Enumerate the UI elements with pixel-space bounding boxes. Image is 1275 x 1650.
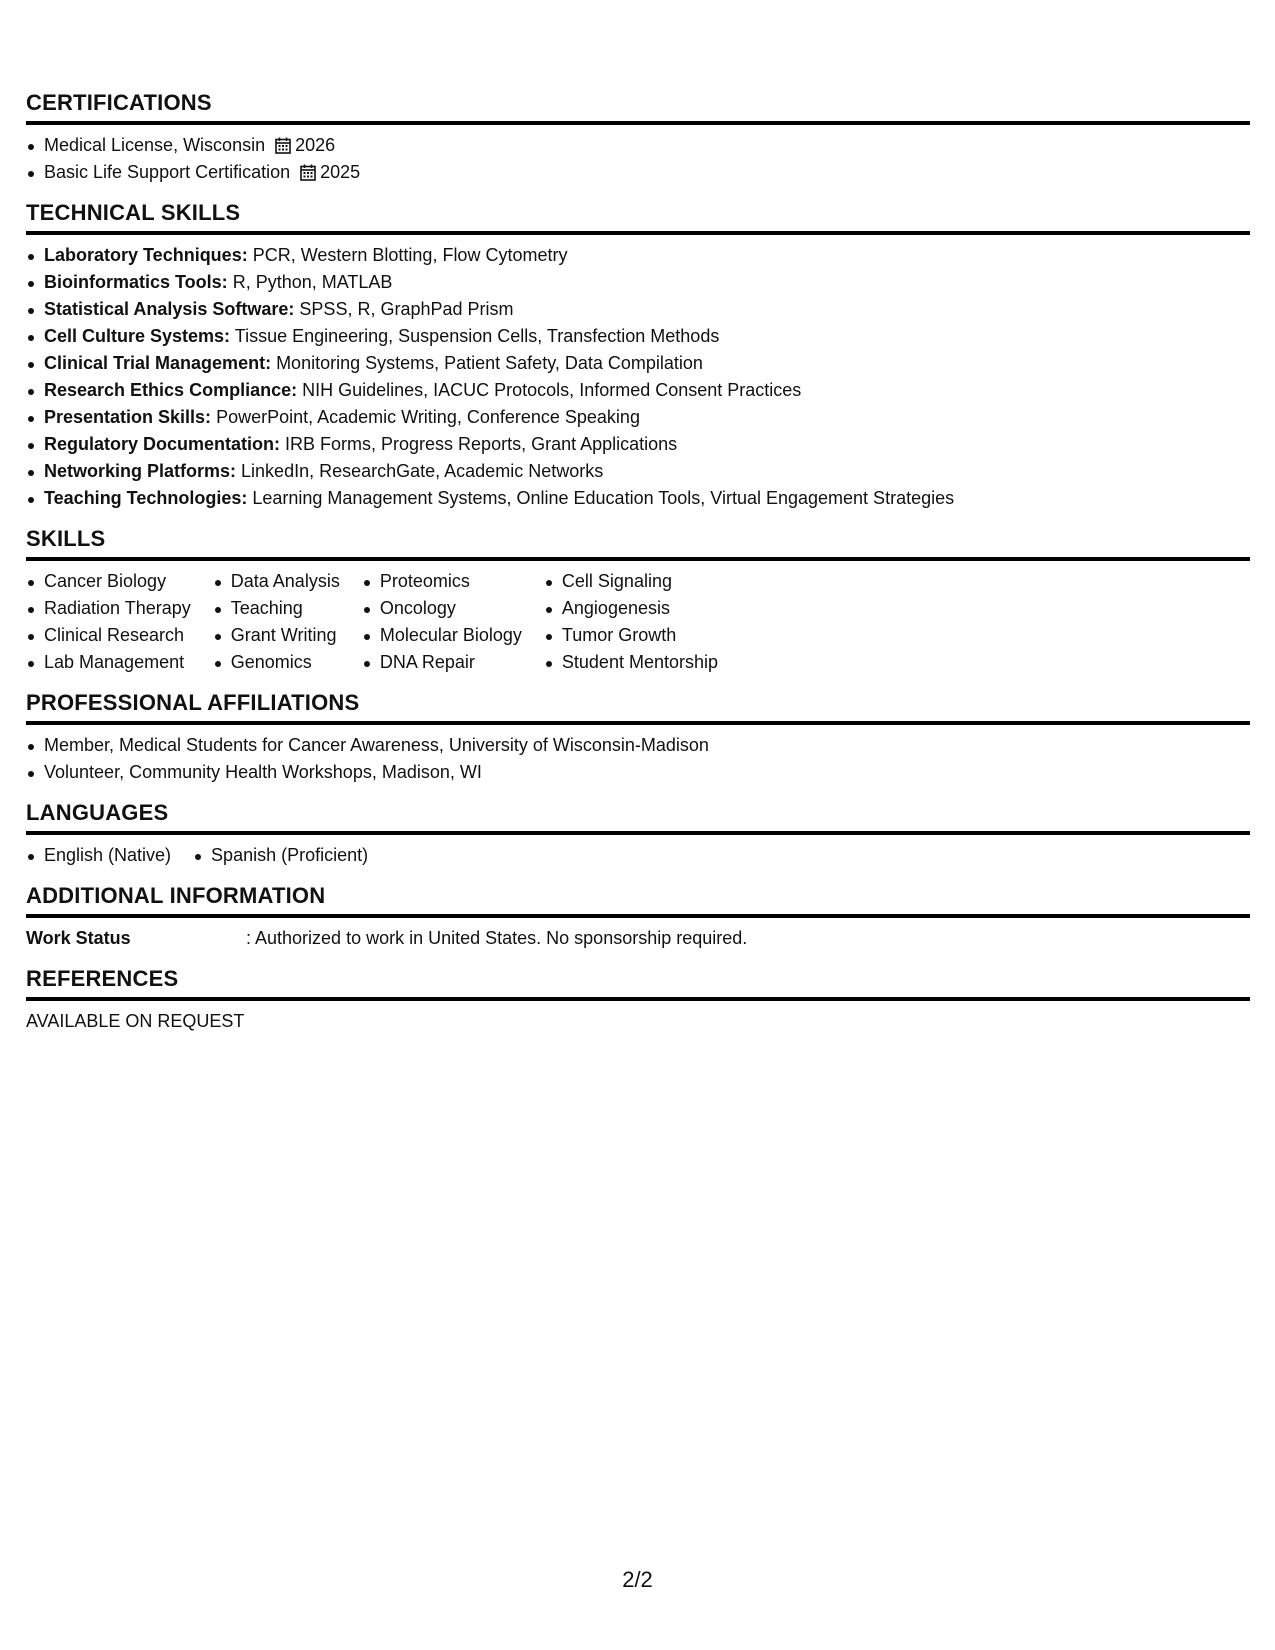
- list-item: Data Analysis: [213, 568, 340, 595]
- skills-section: [26, 526, 1250, 676]
- references-text: AVAILABLE ON REQUEST: [26, 1011, 245, 1031]
- resume-page: [26, 90, 1250, 1049]
- section-title: PROFESSIONAL AFFILIATIONS: [26, 690, 1250, 725]
- certification-year: 2026: [295, 135, 336, 155]
- skill-value: Learning Management Systems, Online Education Tools, Virtual Engagement Strategies: [247, 488, 955, 508]
- list-item: Lab Management: [26, 649, 191, 676]
- list-item: [26, 377, 1250, 404]
- work-status-row: [26, 925, 1250, 952]
- skill-value: IRB Forms, Progress Reports, Grant Applications: [280, 434, 678, 454]
- list-item: [26, 404, 1250, 431]
- certifications-list: [26, 132, 1250, 186]
- skills-grid: [26, 568, 1250, 676]
- certification-name: Basic Life Support Certification: [44, 162, 291, 182]
- list-item: Proteomics: [362, 568, 522, 595]
- list-item: [26, 132, 1250, 159]
- list-item: Angiogenesis: [544, 595, 718, 622]
- skill-label: Clinical Trial Management:: [44, 353, 272, 373]
- list-item: [26, 431, 1250, 458]
- skill-label: Cell Culture Systems:: [44, 326, 231, 346]
- list-item: Cell Signaling: [544, 568, 718, 595]
- section-title: TECHNICAL SKILLS: [26, 200, 1250, 235]
- list-item: [26, 350, 1250, 377]
- section-title: LANGUAGES: [26, 800, 1250, 835]
- list-item: Volunteer, Community Health Workshops, Madison, WI: [26, 759, 1250, 786]
- skill-value: R, Python, MATLAB: [227, 272, 393, 292]
- list-item: Genomics: [213, 649, 340, 676]
- skill-value: NIH Guidelines, IACUC Protocols, Informed Consent Practices: [297, 380, 802, 400]
- list-item: Member, Medical Students for Cancer Awareness, University of Wisconsin-Madison: [26, 732, 1250, 759]
- list-item: Oncology: [362, 595, 522, 622]
- list-item: Spanish (Proficient): [193, 842, 368, 869]
- technical-skills-section: [26, 200, 1250, 512]
- skill-label: Networking Platforms:: [44, 461, 237, 481]
- skills-column: [213, 568, 340, 676]
- list-item: Tumor Growth: [544, 622, 718, 649]
- calendar-icon: [275, 137, 291, 154]
- list-item: [26, 296, 1250, 323]
- section-title: ADDITIONAL INFORMATION: [26, 883, 1250, 918]
- additional-info-section: [26, 883, 1250, 952]
- skills-column: [26, 568, 191, 676]
- list-item: [26, 269, 1250, 296]
- list-item: [26, 242, 1250, 269]
- section-title: REFERENCES: [26, 966, 1250, 1001]
- skill-value: PowerPoint, Academic Writing, Conference Speaking: [211, 407, 640, 427]
- page-number: 2/2: [622, 1567, 653, 1592]
- list-item: [26, 323, 1250, 350]
- skills-column: [544, 568, 718, 676]
- calendar-icon: [300, 164, 316, 181]
- skill-value: SPSS, R, GraphPad Prism: [294, 299, 514, 319]
- skill-label: Teaching Technologies:: [44, 488, 248, 508]
- certification-name: Medical License, Wisconsin: [44, 135, 266, 155]
- work-status-value: : Authorized to work in United States. No sponsorship required.: [246, 928, 748, 948]
- list-item: Student Mentorship: [544, 649, 718, 676]
- skills-column: [362, 568, 522, 676]
- skill-label: Presentation Skills:: [44, 407, 212, 427]
- list-item: English (Native): [26, 842, 171, 869]
- section-title: CERTIFICATIONS: [26, 90, 1250, 125]
- list-item: Clinical Research: [26, 622, 191, 649]
- certification-year: 2025: [320, 162, 361, 182]
- affiliations-list: [26, 732, 1250, 786]
- work-status-label: Work Status: [26, 928, 131, 948]
- skill-value: Monitoring Systems, Patient Safety, Data Compilation: [271, 353, 703, 373]
- languages-list: [26, 842, 1250, 869]
- list-item: [26, 159, 1250, 186]
- certifications-section: [26, 90, 1250, 186]
- list-item: Cancer Biology: [26, 568, 191, 595]
- list-item: Grant Writing: [213, 622, 340, 649]
- list-item: Molecular Biology: [362, 622, 522, 649]
- list-item: Radiation Therapy: [26, 595, 191, 622]
- section-title: SKILLS: [26, 526, 1250, 561]
- skill-value: PCR, Western Blotting, Flow Cytometry: [247, 245, 568, 265]
- list-item: DNA Repair: [362, 649, 522, 676]
- references-section: [26, 966, 1250, 1035]
- affiliations-section: [26, 690, 1250, 786]
- skill-value: LinkedIn, ResearchGate, Academic Networks: [236, 461, 604, 481]
- skill-label: Research Ethics Compliance:: [44, 380, 298, 400]
- technical-skills-list: [26, 242, 1250, 512]
- list-item: [26, 458, 1250, 485]
- list-item: Teaching: [213, 595, 340, 622]
- list-item: [26, 485, 1250, 512]
- skill-label: Regulatory Documentation:: [44, 434, 281, 454]
- languages-section: [26, 800, 1250, 869]
- skill-label: Laboratory Techniques:: [44, 245, 248, 265]
- skill-label: Bioinformatics Tools:: [44, 272, 228, 292]
- skill-label: Statistical Analysis Software:: [44, 299, 295, 319]
- skill-value: Tissue Engineering, Suspension Cells, Transfection Methods: [230, 326, 720, 346]
